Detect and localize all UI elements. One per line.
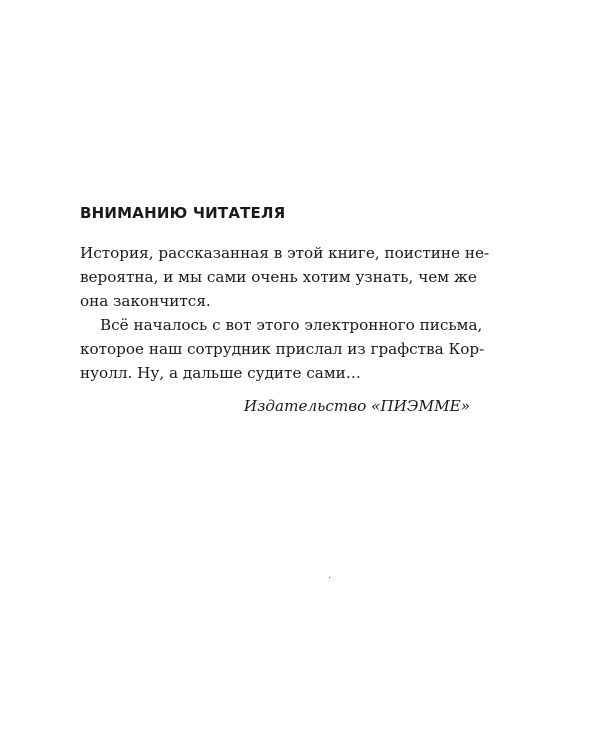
page-heading: ВНИМАНИЮ ЧИТАТЕЛЯ [80,204,286,222]
paragraph-2-line: Всё началось с вот этого электронного письма, [100,316,483,334]
paragraph-1-line: История, рассказанная в этой книге, поистине не- [80,244,490,262]
paragraph-2-line: нуолл. Ну, а дальше судите сами… [80,364,361,382]
print-speck [329,577,330,578]
body-text [80,241,490,385]
paragraph-1-line: вероятна, и мы сами очень хотим узнать, чем же [80,268,477,286]
paragraph-1-line: она закончится. [80,292,211,310]
paragraph-2-line: которое наш сотрудник прислал из графства Кор- [80,340,485,358]
publisher-signature: Издательство «ПИЭММЕ» [243,397,470,415]
